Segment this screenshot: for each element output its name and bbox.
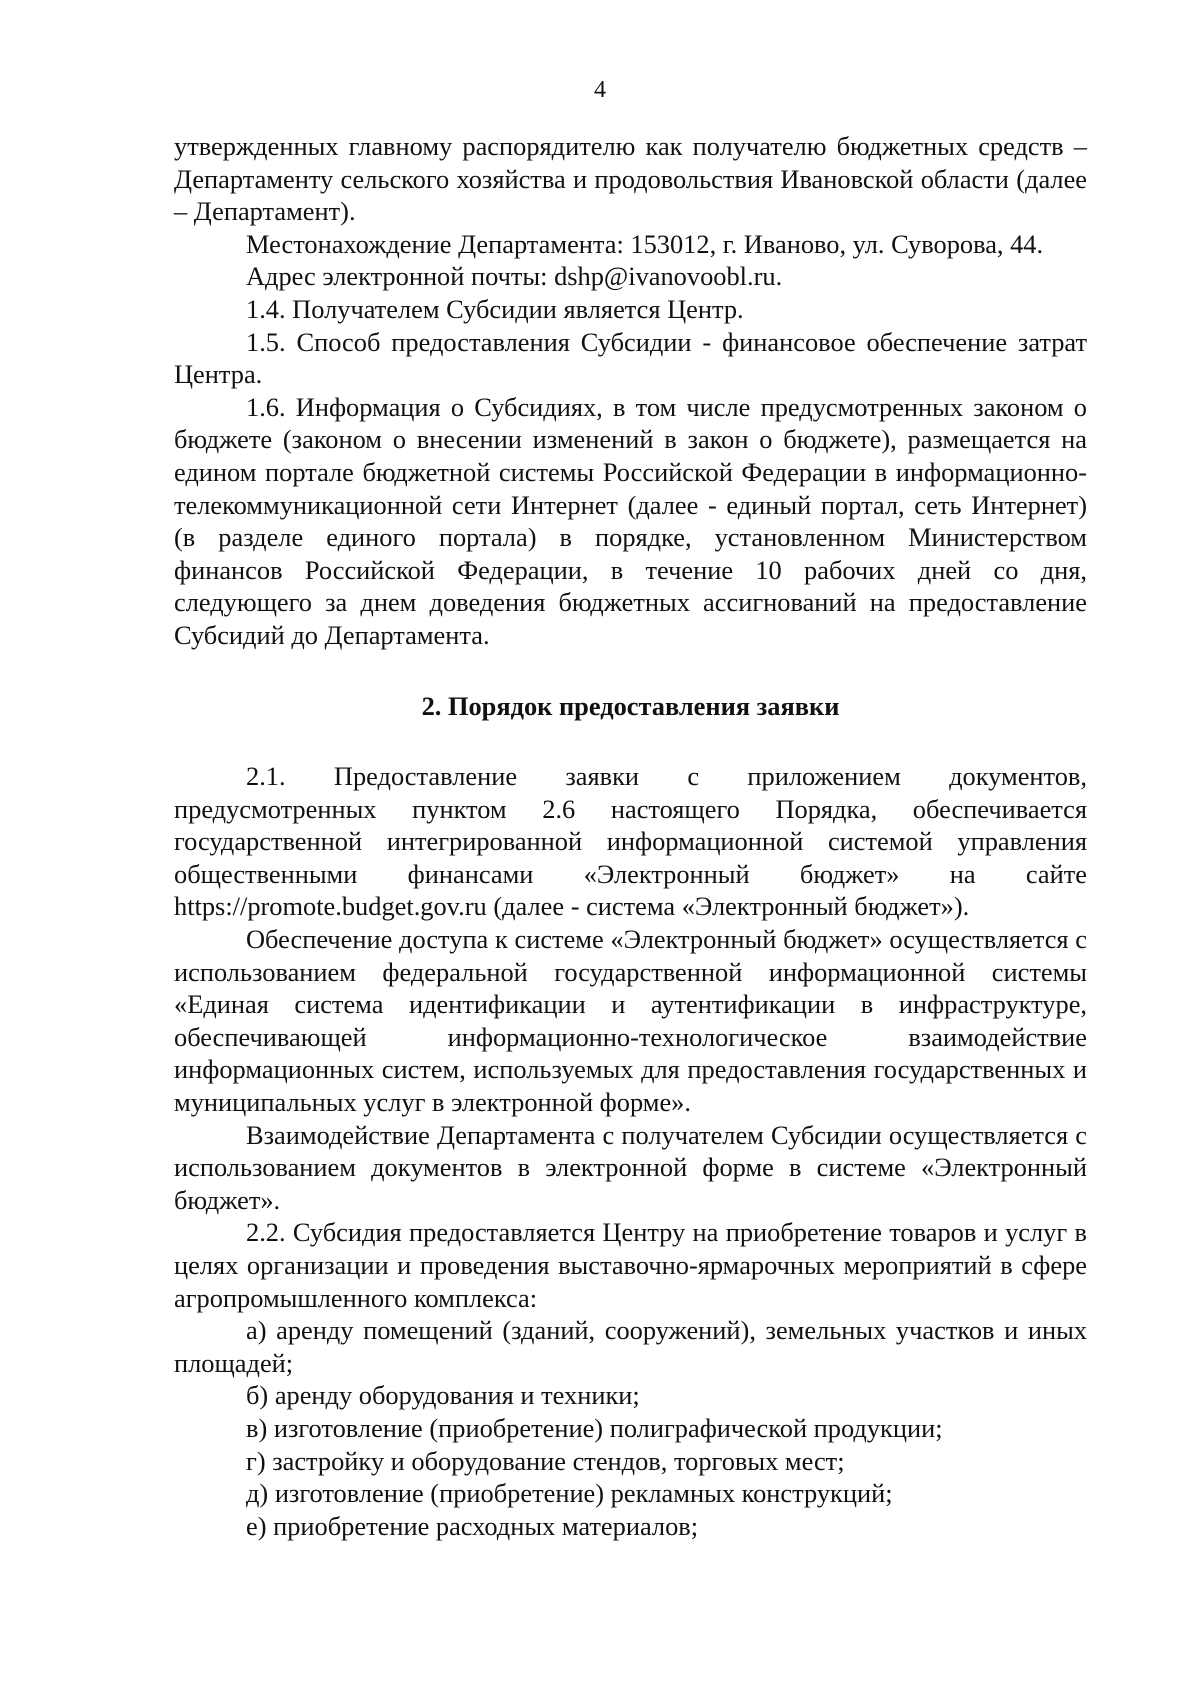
paragraph-2-1: 2.1. Предоставление заявки с приложением документов, предусмотренных пунктом 2.6 настоящего Порядка, обеспечивается государственной интегрированной информационной системой управления общественными финансами «Электронный бюджет» на сайте https://promote.budget.gov.ru (далее - система «Электронный бюджет»). xyxy=(174,761,1087,922)
list-item-b: б) аренду оборудования и техники; xyxy=(246,1380,640,1411)
spacer xyxy=(174,652,1087,690)
spacer xyxy=(174,722,1087,760)
paragraph-interaction: Взаимодействие Департамента с получателем Субсидии осуществляется с использованием документов в электронной форме в системе «Электронный бюджет». xyxy=(174,1119,1087,1215)
paragraph-location: Местонахождение Департамента: 153012, г. Иваново, ул. Суворова, 44. xyxy=(246,228,1044,259)
paragraph-2-2: 2.2. Субсидия предоставляется Центру на приобретение товаров и услуг в целях организации и проведения выставочно-ярмарочных мероприятий в сфере агропромышленного комплекса: xyxy=(174,1217,1087,1313)
paragraph-email: Адрес электронной почты: dshp@ivanovoobl.ru. xyxy=(246,261,783,292)
document-body xyxy=(174,130,1087,1542)
paragraph-departament-definition: утвержденных главному распорядителю как получателю бюджетных средств – Департаменту сельского хозяйства и продовольствия Ивановской области (далее – Департамент). xyxy=(174,131,1087,227)
paragraph-1-5: 1.5. Способ предоставления Субсидии - финансовое обеспечение затрат Центра. xyxy=(174,326,1087,390)
section-2-heading: 2. Порядок предоставления заявки xyxy=(421,690,840,721)
list-item-e: е) приобретение расходных материалов; xyxy=(246,1510,699,1541)
page-number: 4 xyxy=(594,77,606,103)
paragraph-1-6: 1.6. Информация о Субсидиях, в том числе предусмотренных законом о бюджете (законом о внесении изменений в закон о бюджете), размещается на едином портале бюджетной системы Российской Федерации в информационно-телекоммуникационной сети Интернет (далее - единый портал, сеть Интернет) (в разделе единого портала) в порядке, установленном Министерством финансов Российской Федерации, в течение 10 рабочих дней со дня, следующего за днем доведения бюджетных ассигнований на предоставление Субсидий до Департамента. xyxy=(174,391,1087,650)
list-item-d: д) изготовление (приобретение) рекламных конструкций; xyxy=(246,1478,893,1509)
list-item-a: а) аренду помещений (зданий, сооружений), земельных участков и иных площадей; xyxy=(174,1315,1087,1378)
paragraph-access: Обеспечение доступа к системе «Электронный бюджет» осуществляется с использованием федеральной государственной информационной системы «Единая система идентификации и аутентификации в инфраструктуре, обеспечивающей информационно-технологическое взаимодействие информационных систем, используемых для предоставления государственных и муниципальных услуг в электронной форме». xyxy=(174,924,1087,1118)
list-item-g: г) застройку и оборудование стендов, торговых мест; xyxy=(246,1445,845,1476)
paragraph-1-4: 1.4. Получателем Субсидии является Центр. xyxy=(246,293,744,324)
list-item-v: в) изготовление (приобретение) полиграфической продукции; xyxy=(246,1412,943,1443)
